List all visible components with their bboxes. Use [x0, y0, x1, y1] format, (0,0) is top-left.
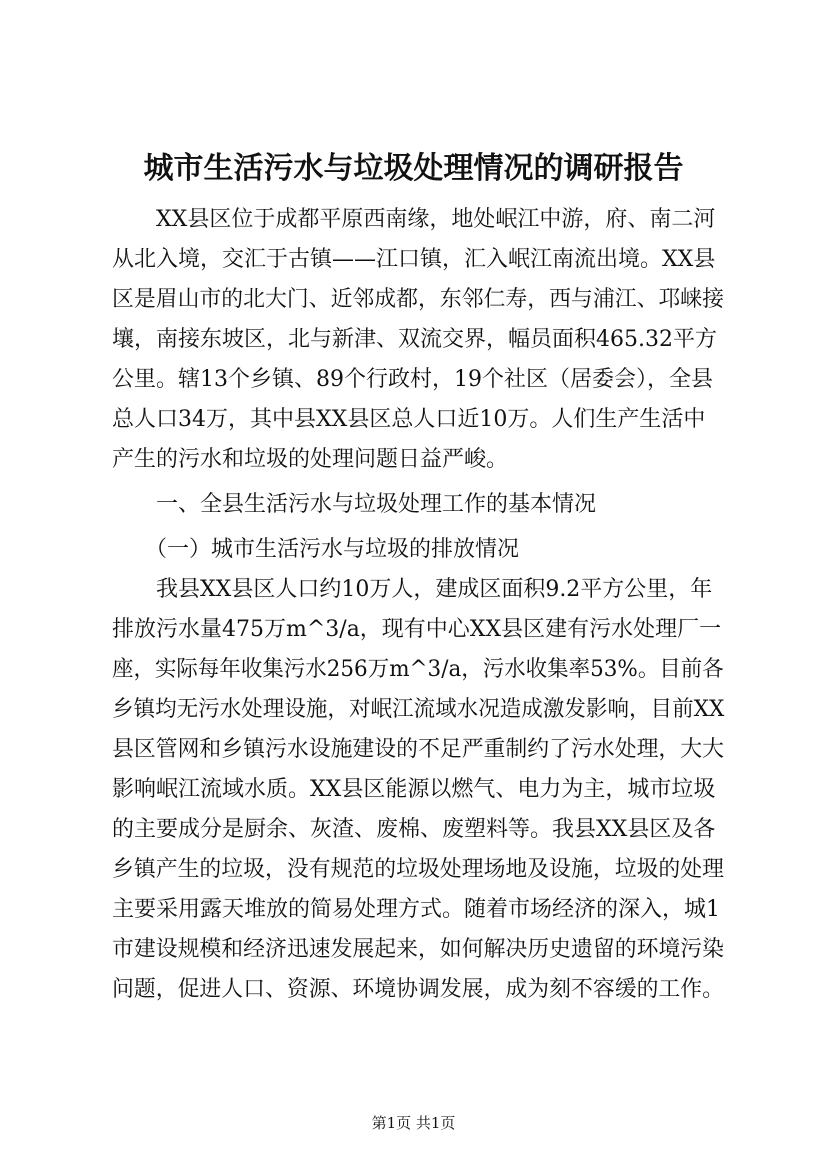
body-line: 主要采用露天堆放的简易处理方式。随着市场经济的深入，城1	[112, 897, 720, 922]
body-line: 总人口34万，其中县XX县区总人口近10万。人们生产生活中	[112, 407, 706, 432]
body-line: 从北入境，交汇于古镇——江口镇，汇入岷江南流出境。XX县	[112, 247, 716, 272]
section-heading: 一、全县生活污水与垃圾处理工作的基本情况	[112, 492, 597, 517]
body-line: 产生的污水和垃圾的处理问题日益严峻。	[112, 447, 509, 472]
body-line: XX县区位于成都平原西南缘，地处岷江中游，府、南二河	[112, 207, 716, 232]
body-line: 影响岷江流域水质。XX县区能源以燃气、电力为主，城市垃圾	[112, 777, 716, 802]
subsection-heading: （一）城市生活污水与垃圾的排放情况	[112, 537, 520, 562]
body-line: 县区管网和乡镇污水设施建设的不足严重制约了污水处理，大大	[112, 737, 725, 762]
body-line: 公里。辖13个乡镇、89个行政村，19个社区（居委会），全县	[112, 367, 713, 392]
document-title: 城市生活污水与垃圾处理情况的调研报告	[143, 151, 684, 186]
body-line: 座，实际每年收集污水256万m^3/a，污水收集率53%。目前各	[112, 657, 724, 682]
body-line: 市建设规模和经济迅速发展起来，如何解决历史遗留的环境污染	[112, 937, 725, 962]
body-line: 排放污水量475万m^3/a，现有中心XX县区建有污水处理厂一	[112, 617, 722, 642]
body-line: 的主要成分是厨余、灰渣、废棉、废塑料等。我县XX县区及各	[112, 817, 716, 842]
page-footer: 第1页 共1页	[371, 1114, 456, 1132]
body-line: 乡镇产生的垃圾，没有规范的垃圾处理场地及设施，垃圾的处理	[112, 857, 725, 882]
body-line: 问题，促进人口、资源、环境协调发展，成为刻不容缓的工作。	[112, 977, 725, 1002]
body-line: 乡镇均无污水处理设施，对岷江流域水况造成激发影响，目前XX	[112, 697, 725, 722]
body-line: 我县XX县区人口约10万人，建成区面积9.2平方公里，年	[112, 577, 713, 602]
body-line: 区是眉山市的北大门、近邻成都，东邻仁寿，西与浦江、邛崃接	[112, 287, 725, 312]
body-line: 壤，南接东坡区，北与新津、双流交界，幅员面积465.32平方	[112, 327, 717, 352]
